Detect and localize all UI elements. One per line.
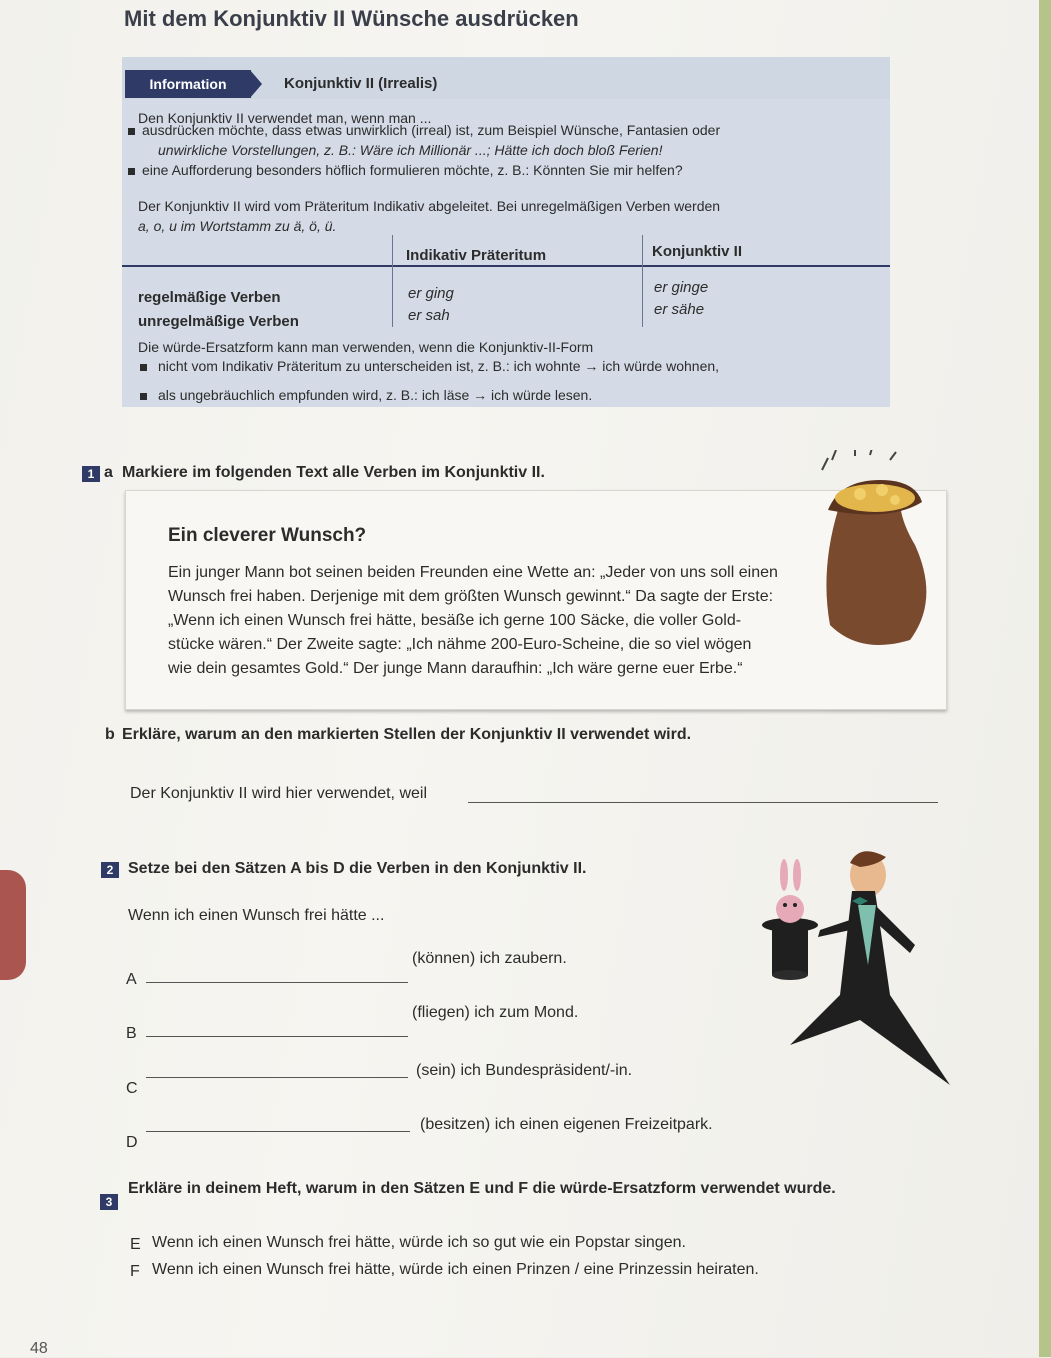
task-3-instruction: Erkläre in deinem Heft, warum in den Sätzen E und F die würde-Ersatzform verwendet wurde.	[128, 1180, 836, 1197]
table-divider	[642, 235, 643, 327]
info-bullet-1a: ausdrücken möchte, dass etwas unwirklich (irreal) ist, zum Beispiel Wünsche, Fantasien oder	[142, 122, 721, 138]
wuerde-intro: Die würde-Ersatzform kann man verwenden, wenn die Konjunktiv-II-Form	[138, 339, 594, 355]
story-line: Ein junger Mann bot seinen beiden Freunden eine Wette an: „Jeder von uns soll einen	[168, 564, 778, 581]
table-header-indikativ: Indikativ Präteritum	[406, 247, 547, 264]
information-tab: Information	[125, 70, 251, 98]
task-1b-instruction: Erkläre, warum an den markierten Stellen der Konjunktiv II verwendet wird.	[122, 726, 692, 743]
table-header-konjunktiv: Konjunktiv II	[652, 243, 742, 260]
item-text: (können) ich zaubern.	[412, 950, 567, 967]
answer-line[interactable]	[146, 982, 408, 983]
gold-sack-illustration	[800, 450, 950, 670]
sentence-letter: E	[130, 1236, 141, 1253]
table-rule	[122, 265, 890, 267]
sentence-e: Wenn ich einen Wunsch frei hätte, würde ich so gut wie ein Popstar singen.	[152, 1234, 686, 1251]
info-derived-b: a, o, u im Wortstamm zu ä, ö, ü.	[138, 218, 337, 234]
information-box	[122, 57, 890, 407]
bullet-icon	[128, 128, 135, 135]
item-text: (besitzen) ich einen eigenen Freizeitpark.	[420, 1116, 713, 1133]
page-edge-accent	[1039, 0, 1051, 1357]
item-letter: D	[126, 1134, 138, 1151]
information-header	[122, 57, 890, 99]
task-1a-letter: a	[104, 464, 113, 481]
answer-line[interactable]	[146, 1077, 408, 1078]
table-row-label: unregelmäßige Verben	[138, 313, 299, 330]
task-2-lead: Wenn ich einen Wunsch frei hätte ...	[128, 907, 385, 924]
thumb	[0, 870, 26, 980]
table-cell: er sah	[408, 307, 450, 324]
task-1b-letter: b	[105, 726, 115, 743]
page-title: Mit dem Konjunktiv II Wünsche ausdrücken	[124, 6, 579, 31]
answer-line[interactable]	[468, 802, 938, 803]
item-letter: A	[126, 971, 137, 988]
item-letter: B	[126, 1025, 137, 1042]
story-line: „Wenn ich einen Wunsch frei hätte, besäße ich gerne 100 Säcke, die voller Gold-	[168, 612, 742, 629]
wuerde-bullet-2: als ungebräuchlich empfunden wird, z. B.: ich läse → ich würde lesen.	[158, 387, 593, 403]
task-number: 1	[82, 466, 100, 482]
story-line: wie dein gesamtes Gold.“ Der junge Mann daraufhin: „Ich wäre gerne euer Erbe.“	[168, 660, 743, 677]
information-subtitle: Konjunktiv II (Irrealis)	[284, 75, 438, 92]
page-number: 48	[30, 1340, 48, 1357]
answer-line[interactable]	[146, 1131, 410, 1132]
info-bullet-1b: unwirkliche Vorstellungen, z. B.: Wäre ich Millionär ...; Hätte ich doch bloß Ferien!	[158, 142, 663, 158]
info-bullet-2: eine Aufforderung besonders höflich formulieren möchte, z. B.: Könnten Sie mir helfen?	[142, 162, 683, 178]
item-text: (fliegen) ich zum Mond.	[412, 1004, 579, 1021]
table-divider	[392, 235, 393, 327]
task-number: 3	[100, 1194, 118, 1210]
task-number: 2	[101, 862, 119, 878]
table-cell: er ginge	[654, 279, 709, 296]
bullet-icon	[140, 364, 147, 371]
task-1a-instruction: Markiere im folgenden Text alle Verben im Konjunktiv II.	[122, 464, 545, 481]
sentence-f: Wenn ich einen Wunsch frei hätte, würde ich einen Prinzen / eine Prinzessin heiraten.	[152, 1261, 759, 1278]
table-cell: er sähe	[654, 301, 705, 318]
magician-illustration	[740, 845, 970, 1095]
answer-line[interactable]	[146, 1036, 408, 1037]
bullet-icon	[140, 393, 147, 400]
item-letter: C	[126, 1080, 138, 1097]
tab-arrow-icon	[250, 70, 262, 98]
bullet-icon	[128, 168, 135, 175]
item-text: (sein) ich Bundespräsident/-in.	[416, 1062, 633, 1079]
wuerde-bullet-1: nicht vom Indikativ Präteritum zu unterscheiden ist, z. B.: ich wohnte → ich würde wohnen,	[158, 358, 720, 374]
story-line: Wunsch frei haben. Derjenige mit dem größten Wunsch gewinnt.“ Da sagte der Erste:	[168, 588, 774, 605]
story-line: stücke wären.“ Der Zweite sagte: „Ich nähme 200-Euro-Scheine, die so viel wögen	[168, 636, 752, 653]
task-1b-prompt: Der Konjunktiv II wird hier verwendet, weil	[130, 785, 428, 802]
info-derived-a: Der Konjunktiv II wird vom Präteritum Indikativ abgeleitet. Bei unregelmäßigen Verben werden	[138, 198, 721, 214]
task-2-instruction: Setze bei den Sätzen A bis D die Verben in den Konjunktiv II.	[128, 860, 587, 877]
info-intro: Den Konjunktiv II verwendet man, wenn man ...	[138, 110, 432, 126]
sentence-letter: F	[130, 1263, 140, 1280]
table-row-label: regelmäßige Verben	[138, 289, 281, 306]
story-title: Ein cleverer Wunsch?	[168, 525, 367, 546]
table-cell: er ging	[408, 285, 454, 302]
